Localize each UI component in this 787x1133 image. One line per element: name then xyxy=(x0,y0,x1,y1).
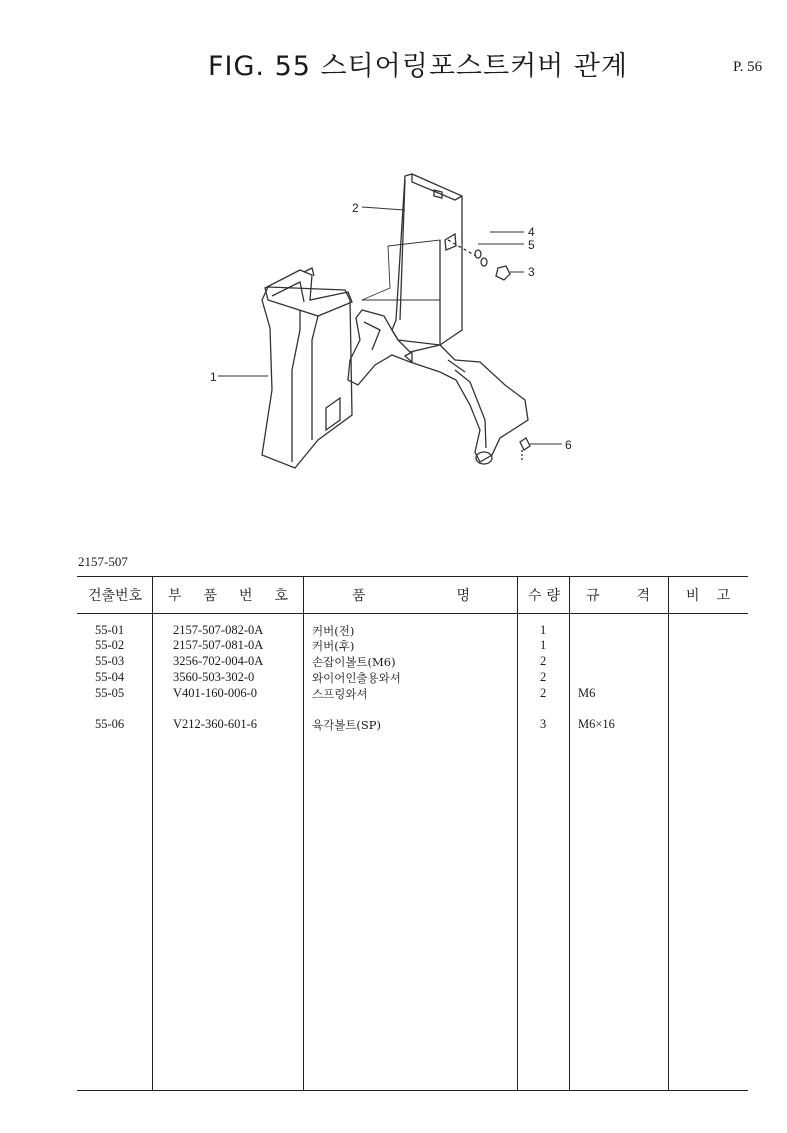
header-spec: 규 격 xyxy=(586,588,650,604)
document-code: 2157-507 xyxy=(78,554,128,569)
row-part-name: 손잡이볼트(M6) xyxy=(312,655,396,669)
hardware-drawing xyxy=(448,240,530,462)
row-part-number: V401-160-006-0 xyxy=(173,686,258,700)
row-code: 55-03 xyxy=(95,654,125,668)
row-part-number: V212-360-601-6 xyxy=(173,717,258,731)
column-divider xyxy=(152,576,153,1090)
row-code: 55-01 xyxy=(95,623,125,637)
page-title: FIG. 55 스티어링포스트커버 관계 xyxy=(208,51,629,82)
row-part-name: 와이어인출용와셔 xyxy=(312,671,401,685)
row-part-number: 2157-507-082-0A xyxy=(173,623,264,637)
callout-5: 5 xyxy=(528,238,535,252)
row-spec: M6×16 xyxy=(578,717,615,731)
exploded-parts-diagram xyxy=(200,160,600,480)
column-divider xyxy=(517,576,518,1090)
row-part-name: 커버(전) xyxy=(312,624,355,638)
column-divider xyxy=(569,576,570,1090)
row-quantity: 1 xyxy=(540,623,547,637)
callout-3: 3 xyxy=(528,265,535,279)
page-number: P. 56 xyxy=(733,59,763,75)
row-code: 55-05 xyxy=(95,686,125,700)
header-quantity: 수 량 xyxy=(528,588,560,604)
header-remark: 비 고 xyxy=(686,588,730,604)
row-code: 55-06 xyxy=(95,717,125,731)
row-part-name: 육각볼트(SP) xyxy=(312,718,382,732)
row-code: 55-04 xyxy=(95,670,125,684)
row-part-name: 커버(후) xyxy=(312,639,355,653)
row-part-number: 3256-702-004-0A xyxy=(173,654,264,668)
column-divider xyxy=(668,576,669,1090)
row-code: 55-02 xyxy=(95,638,125,652)
row-part-name: 스프링와셔 xyxy=(312,687,368,701)
row-quantity: 2 xyxy=(540,686,547,700)
header-code: 건출번호 xyxy=(88,588,143,604)
callout-1: 1 xyxy=(210,370,217,384)
row-spec: M6 xyxy=(578,686,596,700)
row-quantity: 1 xyxy=(540,638,547,652)
rear-cover-drawing xyxy=(348,174,528,464)
column-divider xyxy=(303,576,304,1090)
row-quantity: 3 xyxy=(540,717,547,731)
callout-6: 6 xyxy=(565,438,572,452)
header-part-name: 품 명 xyxy=(352,588,470,604)
front-cover-drawing xyxy=(262,268,352,468)
callout-2: 2 xyxy=(352,201,359,215)
header-part-number: 부 품 번 호 xyxy=(168,588,288,604)
callout-4: 4 xyxy=(528,225,535,239)
header-divider xyxy=(77,613,748,614)
row-quantity: 2 xyxy=(540,654,547,668)
row-part-number: 3560-503-302-0 xyxy=(173,670,255,684)
row-part-number: 2157-507-081-0A xyxy=(173,638,264,652)
row-quantity: 2 xyxy=(540,670,547,684)
